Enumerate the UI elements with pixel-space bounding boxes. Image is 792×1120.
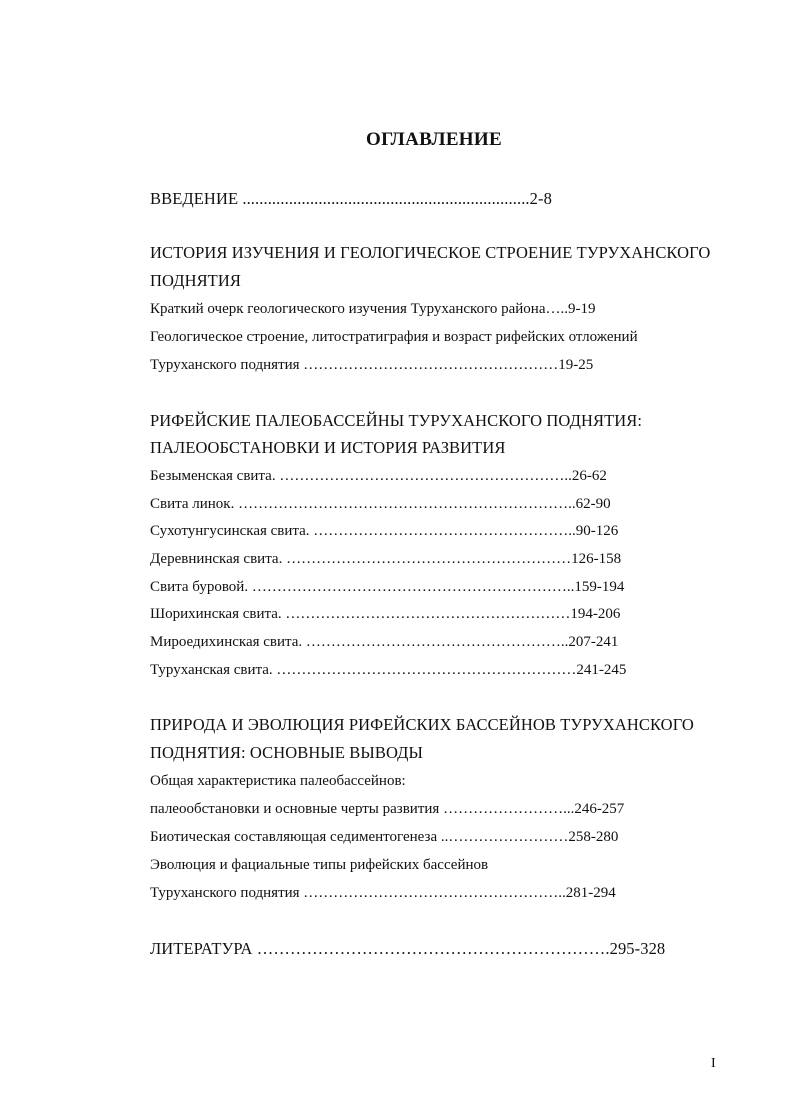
toc-entry[interactable]: Безыменская свита. …………………………………………………..26-62 [150, 468, 607, 484]
toc-entry[interactable]: Туруханского поднятия ……………………………………………19-25 [150, 357, 594, 373]
toc-entry[interactable]: Туруханская свита. ……………………………………………………241-245 [150, 662, 627, 678]
toc-entry-intro[interactable]: ВВЕДЕНИЕ ....................................................................2-8 [150, 189, 552, 208]
section-heading-nature-evolution[interactable]: ПРИРОДА И ЭВОЛЮЦИЯ РИФЕЙСКИХ БАССЕЙНОВ ТУРУХАНСКОГО [150, 715, 694, 734]
page-number: I [711, 1056, 716, 1071]
toc-entry[interactable]: Свита линок. …………………………………………………………..62-90 [150, 496, 611, 512]
page-title: ОГЛАВЛЕНИЕ [366, 129, 502, 150]
toc-entry[interactable]: Туруханского поднятия ……………………………………………..281-294 [150, 885, 616, 901]
section-heading-paleobasins[interactable]: РИФЕЙСКИЕ ПАЛЕОБАССЕЙНЫ ТУРУХАНСКОГО ПОДНЯТИЯ: [150, 411, 643, 430]
toc-entry[interactable]: Биотическая составляющая седиментогенеза ..……………………258-280 [150, 829, 619, 845]
section-heading-paleobasins-cont[interactable]: ПАЛЕООБСТАНОВКИ И ИСТОРИЯ РАЗВИТИЯ [150, 438, 506, 457]
toc-entry[interactable]: палеообстановки и основные черты развития ……………………...246-257 [150, 801, 625, 817]
section-heading-history[interactable]: ИСТОРИЯ ИЗУЧЕНИЯ И ГЕОЛОГИЧЕСКОЕ СТРОЕНИЕ ТУРУХАНСКОГО [150, 243, 711, 262]
toc-entry[interactable]: Сухотунгусинская свита. ……………………………………………..90-126 [150, 523, 619, 539]
section-heading-nature-evolution-cont[interactable]: ПОДНЯТИЯ: ОСНОВНЫЕ ВЫВОДЫ [150, 743, 424, 762]
toc-entry[interactable]: Деревнинская свита. …………………………………………………126-158 [150, 551, 622, 567]
toc-entry[interactable]: Краткий очерк геологического изучения Туруханского района…..9-19 [150, 301, 596, 317]
toc-entry[interactable]: Свита буровой. ………………………………………………………..159-194 [150, 579, 625, 595]
toc-entry[interactable]: Мироедихинская свита. ……………………………………………..207-241 [150, 634, 619, 650]
toc-entry-literature[interactable]: ЛИТЕРАТУРА ……………………………………………………….295-328 [150, 939, 666, 958]
section-heading-history-cont[interactable]: ПОДНЯТИЯ [150, 271, 241, 290]
toc-entry[interactable]: Общая характеристика палеобассейнов: [150, 773, 406, 789]
toc-entry[interactable]: Шорихинская свита. …………………………………………………194-206 [150, 606, 621, 622]
toc-entry[interactable]: Эволюция и фациальные типы рифейских бассейнов [150, 857, 489, 873]
toc-entry[interactable]: Геологическое строение, литостратиграфия и возраст рифейских отложений [150, 329, 638, 345]
